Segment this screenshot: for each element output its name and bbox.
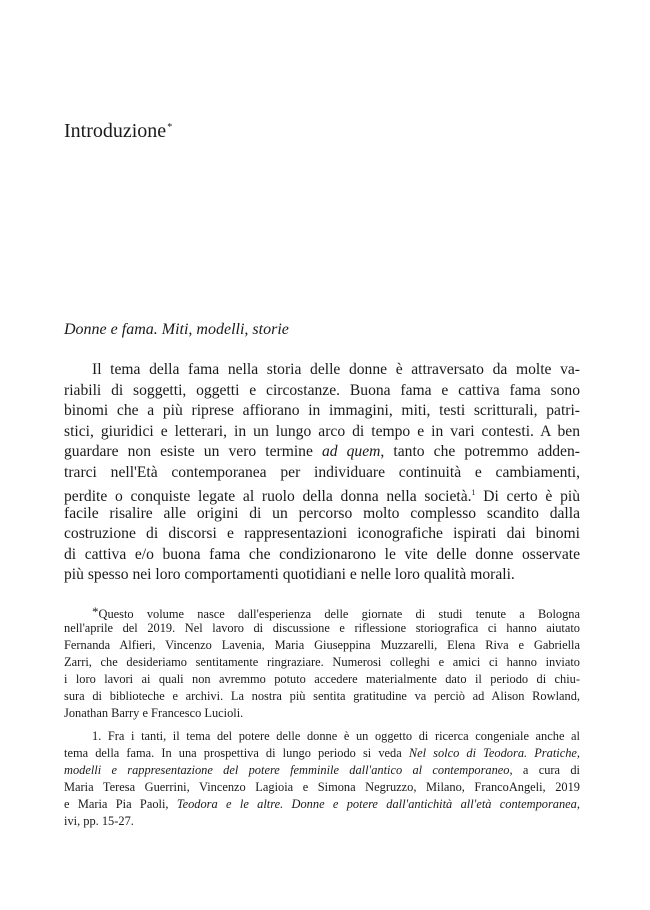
body-line: costruzione di discorsi e rappresentazioni iconografiche ispirati dai binomi	[64, 525, 580, 542]
body-line: stici, giuridici e letterari, in un lungo arco di tempo e in vari contesti. A ben	[64, 422, 580, 440]
body-text-run: guardare non esiste un vero termine	[64, 443, 322, 460]
footnote-line: sura di biblioteche e archivi. La nostra più sentita gratitudine va perciò ad Alison Rowland,	[64, 689, 580, 703]
footnote-text: tema della fama. In una prospettiva di lungo periodo si veda	[64, 746, 409, 760]
body-line	[64, 442, 580, 463]
section-title: Donne e fama. Miti, modelli, storie	[64, 321, 289, 338]
footnote-line: Zarri, che desideriamo sentitamente ringraziare. Numerosi colleghi e amici ci hanno inviato	[64, 655, 580, 669]
body-line: binomi che a più riprese affiorano in immagini, miti, testi scritturali, patri-	[64, 402, 580, 419]
footnote-line	[64, 796, 580, 813]
footnote-line: 1. Fra i tanti, il tema del potere delle donne è un oggetto di ricerca congeniale anche al	[92, 729, 580, 743]
body-text-run: perdite o conquiste legate al ruolo della donna nella società.	[64, 488, 472, 505]
footnote-italic-title: Nel solco di Teodora. Pratiche,	[408, 746, 580, 760]
body-text-run: Di certo è più	[475, 488, 580, 505]
footnote-reference: 1	[471, 488, 476, 497]
footnote-line: Jonathan Barry e Francesco Lucioli.	[64, 706, 244, 720]
footnote-line	[64, 745, 580, 762]
footnote-star	[64, 603, 580, 722]
footnote-italic-title: Teodora e le altre. Donne e potere dall'antichità all'età contemporanea	[176, 797, 577, 811]
footnote-mark: *	[92, 604, 99, 619]
body-line	[64, 483, 580, 504]
body-line: riabili di soggetti, oggetti e circostanze. Buona fama e cattiva fama sono	[64, 381, 580, 399]
footnote-text: ,	[576, 797, 580, 811]
footnote-line: Maria Teresa Guerrini, Vincenzo Lagioia e Simona Negruzzo, Milano, FrancoAngeli, 2019	[64, 780, 580, 794]
footnote-line	[64, 762, 580, 779]
chapter-title-text: Introduzione	[64, 120, 167, 142]
chapter-note-mark: *	[167, 122, 173, 133]
body-line: più spesso nei loro comportamenti quotidiani e nelle loro qualità morali.	[64, 566, 515, 583]
footnote-text: , a cura di	[509, 763, 580, 777]
body-line: Il tema della fama nella storia delle donne è attraversato da molte va-	[92, 361, 580, 378]
footnote-line: ivi, pp. 15-27.	[64, 814, 134, 828]
body-line: di cattiva e/o buona fama che condizionarono le vite delle donne osservate	[64, 545, 580, 563]
footnote-text: Questo volume nasce dall'esperienza delle giornate di studi tenute a Bologna	[98, 607, 580, 621]
body-italic-term: ad quem	[321, 443, 381, 460]
footnote-italic-title: modelli e rappresentazione del potere femminile dall'antico al contemporaneo	[64, 763, 510, 777]
footnote-line: i loro lavori ai quali non avremmo potuto accedere materialmente dato il periodo di chiu-	[64, 672, 580, 686]
body-paragraph	[64, 360, 580, 586]
body-line: trarci nell'Età contemporanea per individuare continuità e cambiamenti,	[64, 463, 580, 481]
footnote-line	[64, 603, 580, 620]
footnote-text: e Maria Pia Paoli,	[64, 797, 177, 811]
footnote-line: nell'aprile del 2019. Nel lavoro di discussione e riflessione storiografica ci hanno aiutato	[64, 621, 580, 635]
footnote-line: Fernanda Alfieri, Vincenzo Lavenia, Maria Giuseppina Muzzarelli, Elena Riva e Gabriella	[64, 638, 580, 652]
footnote-1	[64, 728, 580, 830]
body-text-run: , tanto che potremmo adden-	[380, 443, 580, 460]
footnotes	[64, 603, 580, 830]
body-line: facile risalire alle origini di un percorso molto complesso scandito dalla	[64, 504, 580, 522]
chapter-title	[64, 116, 172, 143]
